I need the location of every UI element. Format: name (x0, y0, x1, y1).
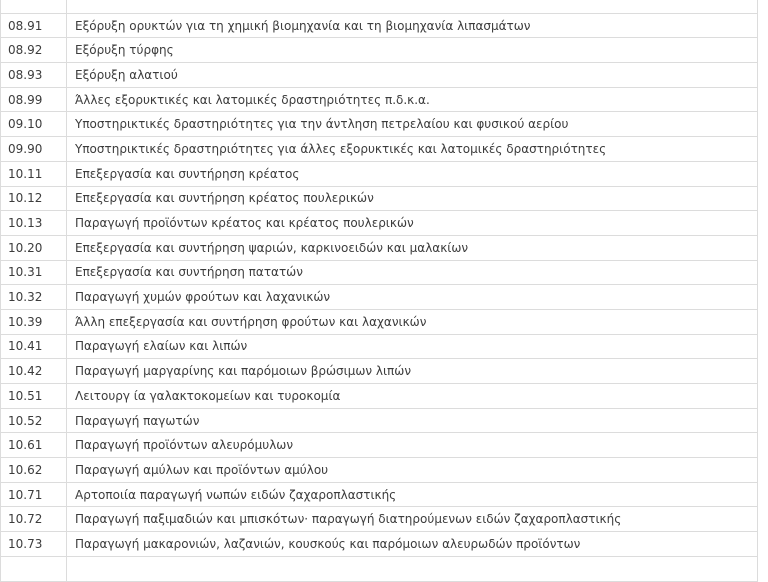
description-cell: Λειτουργ ία γαλακτοκομείων και τυροκομία (67, 384, 758, 409)
code-cell (1, 0, 67, 13)
code-cell: 10.72 (1, 507, 67, 532)
code-cell: 10.62 (1, 458, 67, 483)
description-cell: Παραγωγή παγωτών (67, 408, 758, 433)
table-row (1, 87, 758, 112)
table-row (1, 433, 758, 458)
table-row (1, 384, 758, 409)
description-cell: Παραγωγή προϊόντων κρέατος και κρέατος πουλερικών (67, 211, 758, 236)
code-cell: 08.92 (1, 38, 67, 63)
description-cell: Υποστηρικτικές δραστηριότητες για άλλες εξορυκτικές και λατομικές δραστηριότητες (67, 137, 758, 162)
table-body (1, 0, 758, 581)
description-cell: Επεξεργασία και συντήρηση ψαριών, καρκινοειδών και μαλακίων (67, 235, 758, 260)
code-cell: 10.71 (1, 482, 67, 507)
description-cell: Παραγωγή παξιμαδιών και μπισκότων· παραγωγή διατηρούμενων ειδών ζαχαροπλαστικής (67, 507, 758, 532)
table-row-partial (1, 556, 758, 581)
code-cell: 10.73 (1, 532, 67, 557)
code-cell: 10.31 (1, 260, 67, 285)
description-cell: Εξόρυξη τύρφης (67, 38, 758, 63)
code-cell: 10.51 (1, 384, 67, 409)
table-row (1, 211, 758, 236)
table-row (1, 507, 758, 532)
description-cell: Αρτοποιία παραγωγή νωπών ειδών ζαχαροπλαστικής (67, 482, 758, 507)
description-cell: Επεξεργασία και συντήρηση κρέατος πουλερικών (67, 186, 758, 211)
description-cell: Εξόρυξη ορυκτών για τη χημική βιομηχανία και τη βιομηχανία λιπασμάτων (67, 13, 758, 38)
description-cell (67, 0, 758, 13)
table-row (1, 13, 758, 38)
description-cell: Παραγωγή μαργαρίνης και παρόμοιων βρώσιμων λιπών (67, 359, 758, 384)
code-cell: 10.12 (1, 186, 67, 211)
table-row-partial (1, 0, 758, 13)
table-row (1, 458, 758, 483)
description-cell: Παραγωγή αμύλων και προϊόντων αμύλου (67, 458, 758, 483)
code-cell: 09.90 (1, 137, 67, 162)
code-cell: 10.39 (1, 309, 67, 334)
table-row (1, 260, 758, 285)
description-cell: Επεξεργασία και συντήρηση κρέατος (67, 161, 758, 186)
table-row (1, 112, 758, 137)
table-row (1, 285, 758, 310)
code-cell: 10.42 (1, 359, 67, 384)
description-cell: Άλλες εξορυκτικές και λατομικές δραστηριότητες π.δ.κ.α. (67, 87, 758, 112)
description-cell: Παραγωγή χυμών φρούτων και λαχανικών (67, 285, 758, 310)
table-row (1, 309, 758, 334)
table-row (1, 408, 758, 433)
table-row (1, 532, 758, 557)
description-cell: Υποστηρικτικές δραστηριότητες για την άντληση πετρελαίου και φυσικού αερίου (67, 112, 758, 137)
code-cell: 08.93 (1, 63, 67, 88)
code-cell: 10.13 (1, 211, 67, 236)
code-cell: 10.32 (1, 285, 67, 310)
code-cell: 10.11 (1, 161, 67, 186)
code-cell: 10.61 (1, 433, 67, 458)
table-row (1, 38, 758, 63)
code-cell: 08.99 (1, 87, 67, 112)
code-cell: 10.41 (1, 334, 67, 359)
code-cell (1, 556, 67, 581)
table-row (1, 161, 758, 186)
description-cell: Παραγωγή μακαρονιών, λαζανιών, κουσκούς και παρόμοιων αλευρωδών προϊόντων (67, 532, 758, 557)
table-row (1, 137, 758, 162)
table-row (1, 334, 758, 359)
description-cell: Παραγωγή προϊόντων αλευρόμυλων (67, 433, 758, 458)
description-cell: Επεξεργασία και συντήρηση πατατών (67, 260, 758, 285)
code-cell: 09.10 (1, 112, 67, 137)
description-cell (67, 556, 758, 581)
table-row (1, 63, 758, 88)
table-row (1, 235, 758, 260)
code-cell: 08.91 (1, 13, 67, 38)
table-row (1, 186, 758, 211)
description-cell: Παραγωγή ελαίων και λιπών (67, 334, 758, 359)
description-cell: Εξόρυξη αλατιού (67, 63, 758, 88)
code-cell: 10.20 (1, 235, 67, 260)
description-cell: Άλλη επεξεργασία και συντήρηση φρούτων και λαχανικών (67, 309, 758, 334)
table-row (1, 359, 758, 384)
table-row (1, 482, 758, 507)
code-cell: 10.52 (1, 408, 67, 433)
